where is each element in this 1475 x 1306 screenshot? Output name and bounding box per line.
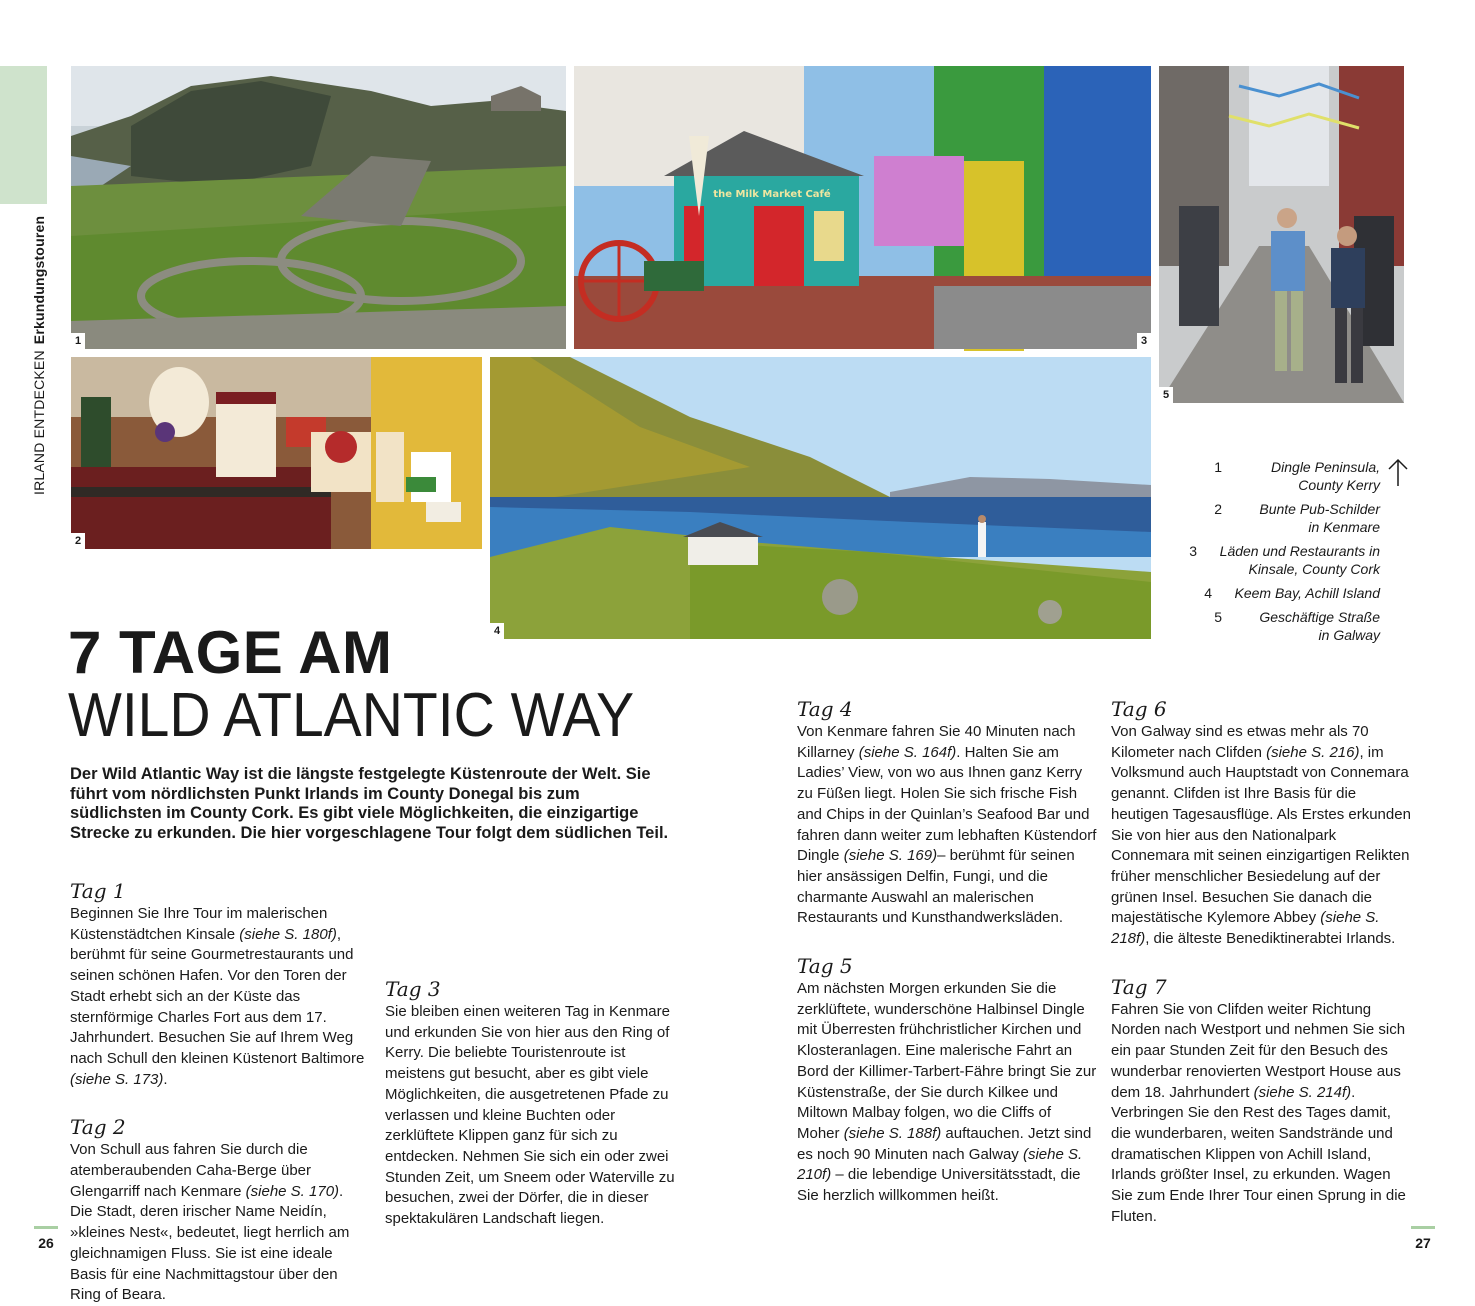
caption-item [1180, 608, 1380, 644]
page-number-right [1411, 1226, 1439, 1251]
day-text: Beginnen Sie Ihre Tour im malerischen Küstenstädtchen Kinsale (siehe S. 180f), berühmt für seine Gourmetrestaurants und seinen schönen Hafen. Vor den Toren der Stadt erhebt sich an der Küste das sternförmige Charles Fort aus dem 17. Jahrhundert. Besuchen Sie auf Ihrem Weg nach Schull den kleinen Küstenort Baltimore (siehe S. 173). [70, 905, 365, 1088]
page-number-bar [1411, 1226, 1435, 1229]
day-heading: Tag 7 [1111, 974, 1167, 999]
arrow-up-icon [1386, 458, 1410, 488]
page-number-bar [34, 1226, 58, 1229]
photo-kenmare-pub-signs [71, 357, 482, 549]
intro-paragraph: Der Wild Atlantic Way ist die längste festgelegte Küstenroute der Welt. Sie führt vom nördlichsten Punkt Irlands im County Donegal bis zum südlichsten im County Cork. Es gibt viele Möglichkeiten, die einzigartige Strecke zu erkunden. Die hier vorgeschlagene Tour folgt dem südlichen Teil. [70, 765, 669, 842]
caption-number: 5 [1214, 609, 1222, 625]
chapter-title: Erkundungstouren [31, 215, 47, 345]
caption-item [1180, 584, 1380, 602]
day-heading: Tag 5 [797, 954, 853, 979]
caption-item [1180, 458, 1380, 494]
caption-item [1180, 500, 1380, 536]
photo-number: 1 [71, 333, 85, 349]
caption-text: Geschäftige Straße in Galway [1259, 609, 1380, 643]
page-number: 27 [1415, 1235, 1431, 1251]
text-column-1 [70, 878, 366, 1306]
day-heading: Tag 6 [1111, 697, 1167, 721]
caption-number: 1 [1214, 459, 1222, 475]
photo-kinsale-cafe [574, 66, 1151, 349]
cafe-sign-text: the Milk Market Café [713, 189, 831, 200]
photo-number: 2 [71, 533, 85, 549]
page-title-line1: 7 TAGE AM [68, 619, 393, 686]
page-number: 26 [38, 1235, 54, 1251]
caption-text: Läden und Restaurants in Kinsale, County Cork [1219, 543, 1380, 577]
day-text: Fahren Sie von Clifden weiter Richtung Norden nach Westport und nehmen Sie sich ein paar Stunden Zeit für den Besuch des wunderbar renovierten Westport House aus dem 18. Jahrhundert (siehe S. 214f). Verbringen Sie den Rest des Tages damit, die wunderbaren, weiten Sandstrände und dramatischen Klippen von Achill Island, Irlands größter Insel, zu erkunden. Wagen Sie zum Ende Ihrer Tour einen Sprung in die Fluten. [1111, 1000, 1406, 1225]
caption-number: 4 [1204, 585, 1212, 601]
page-title-line2: WILD ATLANTIC WAY [68, 681, 635, 750]
day-heading: Tag 3 [385, 977, 441, 1001]
chapter-label [31, 216, 47, 495]
photo-captions [1180, 458, 1380, 650]
day-heading: Tag 1 [70, 879, 126, 903]
section-label: IRLAND ENTDECKEN [31, 350, 47, 495]
caption-text: Keem Bay, Achill Island [1234, 585, 1380, 601]
text-column-2 [385, 958, 685, 1230]
day-heading: Tag 2 [70, 1115, 126, 1140]
day-text: Am nächsten Morgen erkunden Sie die zerklüftete, wunderschöne Halbinsel Dingle mit Überresten frühchristlicher Kirchen und Klosteranlagen. Eine malerische Fahrt an Bord der Killimer-Tarbert-Fähre bringt Sie zur Küstenstraße, der Sie durch Kilkee und Miltown Malbay folgen, wo die Cliffs of Moher (siehe S. 188f) auftauchen. Jetzt sind es noch 90 Minuten nach Galway (siehe S. 210f) – die lebendige Universitätsstadt, die Sie herzlich willkommen heißt. [797, 980, 1097, 1205]
day-heading: Tag 4 [797, 697, 853, 721]
photo-number: 5 [1159, 387, 1173, 403]
photo-dingle-peninsula [71, 66, 566, 349]
text-column-3 [797, 696, 1097, 1207]
photo-number: 3 [1137, 333, 1151, 349]
chapter-tab [0, 66, 47, 204]
caption-text: Bunte Pub-Schilder in Kenmare [1259, 501, 1380, 535]
day-text: Von Kenmare fahren Sie 40 Minuten nach Killarney (siehe S. 164f). Halten Sie am Ladies’ View, von wo aus Ihnen ganz Kerry zu Füßen liegt. Holen Sie sich frische Fish and Chips in der Quinlan’s Seafood Bar und fahren dann weiter zum lebhaften Küstendorf Dingle (siehe S. 169)– berühmt für seinen hier ansässigen Delfin, Fungi, und die charmante Auswahl an malerischen Restaurants und Kunsthandwerksläden. [797, 723, 1097, 927]
caption-number: 3 [1189, 543, 1197, 559]
photo-galway-street [1159, 66, 1404, 403]
photo-keem-bay [490, 357, 1151, 639]
caption-number: 2 [1214, 501, 1222, 517]
caption-text: Dingle Peninsula, County Kerry [1271, 459, 1380, 493]
caption-item [1180, 542, 1380, 578]
page-number-left [34, 1226, 62, 1251]
text-column-4 [1111, 696, 1413, 1227]
day-text: Sie bleiben einen weiteren Tag in Kenmare und erkunden Sie von hier aus den Ring of Kerry. Die beliebte Touristenroute ist meistens gut besucht, aber es gibt viele Möglichkeiten, die ausgetretenen Pfade zu verlassen und kleine Buchten oder zerklüftete Klippen ganz für sich zu entdecken. Nehmen Sie sich ein oder zwei Stunden Zeit, um Sneem oder Waterville zu besuchen, zwei der Dörfer, die in dieser spektakulären Landschaft liegen. [385, 1003, 675, 1228]
photo-number: 4 [490, 623, 504, 639]
day-text: Von Schull aus fahren Sie durch die atemberaubenden Caha-Berge über Glengarriff nach Kenmare (siehe S. 170). Die Stadt, deren irischer Name Neidín, »kleines Nest«, bedeutet, liegt herrlich am gleichnamigen Fluss. Sie ist eine ideale Basis für eine Nachmittagstour über den Ring of Beara. [70, 1141, 350, 1304]
day-text: Von Galway sind es etwas mehr als 70 Kilometer nach Clifden (siehe S. 216), im Volksmund auch Hauptstadt von Connemara genannt. Clifden ist Ihre Basis für die heutigen Tagesausflüge. Als Erstes erkunden Sie von hier aus den Nationalpark Connemara mit seinen einzigartigen Relikten früher menschlicher Besiedelung auf der grünen Insel. Besuchen Sie danach die majestätische Kylemore Abbey (siehe S. 218f), die älteste Benediktinerabtei Irlands. [1111, 723, 1411, 948]
